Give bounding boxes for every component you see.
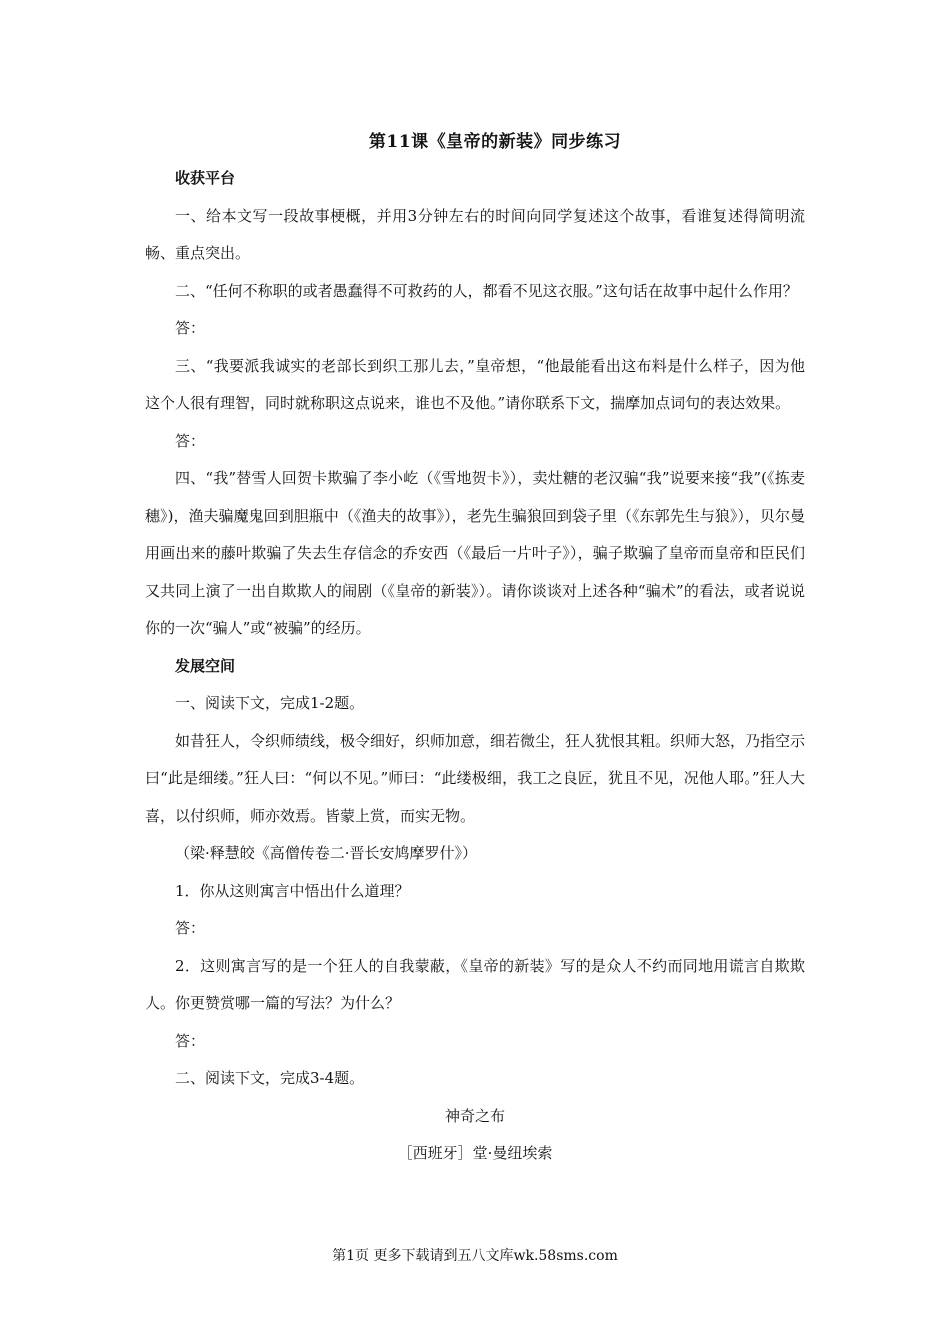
answer-label: 答： xyxy=(175,319,206,337)
question-paragraph: 二、“任何不称职的或者愚蠢得不可救药的人，都看不见这衣服。”这句话在故事中起什么作用？ xyxy=(175,281,798,300)
story-author: ［西班牙］堂·曼纽埃索 xyxy=(397,1144,553,1162)
section-heading-harvest: 收获平台 xyxy=(175,169,236,187)
question-paragraph: 2．这则寓言写的是一个狂人的自我蒙蔽，《皇帝的新装》写的是众人不约而同地用谎言自欺欺人。你更赞赏哪一篇的写法？为什么？ xyxy=(145,956,805,1012)
section-heading-development: 发展空间 xyxy=(175,656,236,675)
answer-label: 答： xyxy=(175,919,206,937)
instruction-paragraph: 二、阅读下文，完成3-4题。 xyxy=(175,1069,365,1087)
story-title: 神奇之布 xyxy=(444,1106,505,1125)
question-paragraph: 四、“我”替雪人回贺卡欺骗了李小屹（《雪地贺卡》），卖灶糖的老汉骗“我”说要来接“我”(《拣麦穗》)，渔夫骗魔鬼回到胆瓶中（《渔夫的故事》），老先生骗狼回到袋子里（《东郭先生与狼》），贝尔曼用画出来的藤叶欺骗了失去生存信念的乔安西（《最后一片叶子》），骗子欺骗了皇帝而皇帝和臣民们又共同上演了一出自欺欺人的闹剧（《皇帝的新装》）。请你谈谈对上述各种“骗术”的看法，或者说说你的一次“骗人”或“被骗”的经历。 xyxy=(145,469,805,637)
answer-label: 答： xyxy=(175,431,206,450)
question-paragraph: 1．你从这则寓言中悟出什么道理？ xyxy=(175,881,410,900)
page-footer: 第1页 更多下载请到五八文库wk.58sms.com xyxy=(332,1248,618,1264)
document-body xyxy=(145,160,805,1173)
instruction-paragraph: 一、阅读下文，完成1-2题。 xyxy=(175,694,365,712)
question-paragraph: 三、“我要派我诚实的老部长到织工那儿去，”皇帝想，“他最能看出这布料是什么样子，因为他这个人很有理智，同时就称职这点说来，谁也不及他。”请你联系下文，揣摩加点词句的表达效果。 xyxy=(145,356,805,412)
question-paragraph: 一、给本文写一段故事梗概，并用3分钟左右的时间向同学复述这个故事，看谁复述得简明流畅、重点突出。 xyxy=(145,206,805,262)
passage-source: （梁·释慧皎《高僧传卷二·晋长安鸠摩罗什》） xyxy=(175,844,478,862)
answer-label: 答： xyxy=(175,1031,206,1050)
page-title: 第11课《皇帝的新装》同步练习 xyxy=(368,132,622,152)
reading-passage: 如昔狂人，令织师绩线，极令细好，织师加意，细若微尘，狂人犹恨其粗。织师大怒，乃指空示曰“此是细缕。”狂人曰：“何以不见。”师曰：“此缕极细，我工之良匠，犹且不见，况他人耶。”狂人大喜，以付织师，师亦效焉。皆蒙上赏，而实无物。 xyxy=(145,731,806,825)
